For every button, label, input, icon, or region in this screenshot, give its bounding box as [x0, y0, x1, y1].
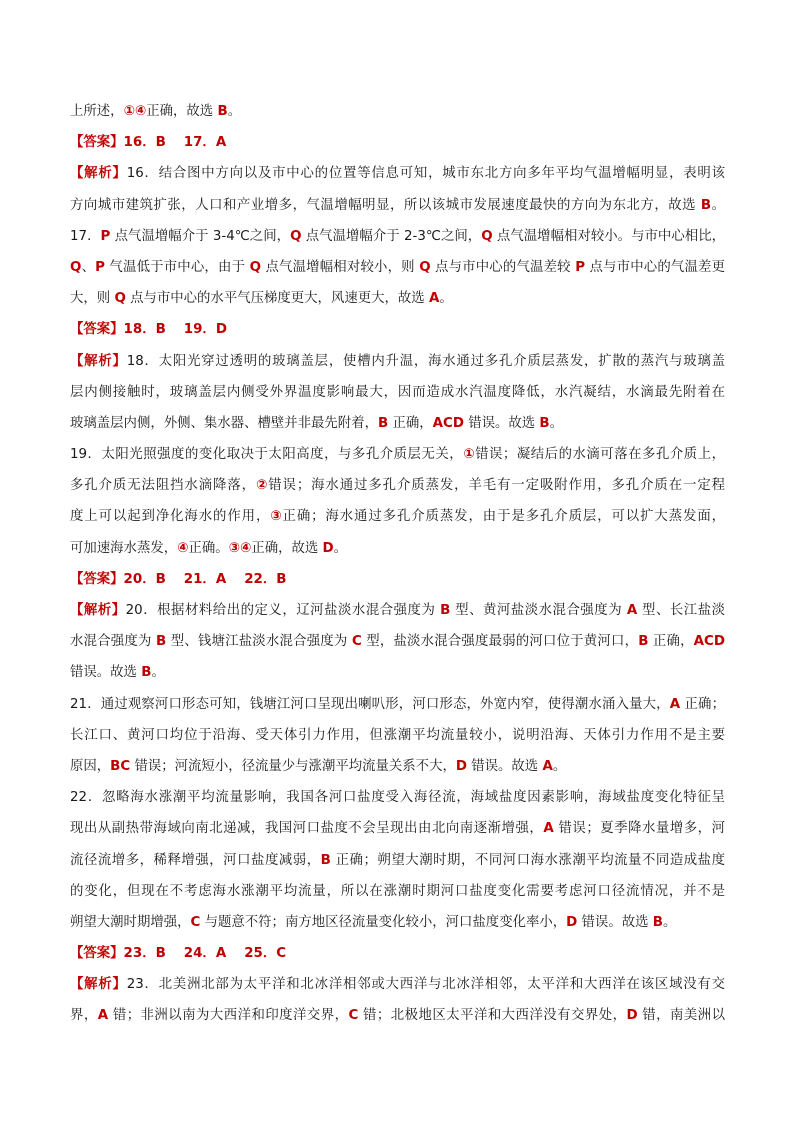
body-text: 正确；朔望大潮时期，不同河口海水涨潮平均流量不同造成盐度 [330, 852, 725, 868]
highlight-text: ①④ [123, 104, 147, 119]
text-line [70, 1000, 725, 1031]
highlight-text: A [626, 603, 638, 618]
body-text: 17． [70, 228, 101, 244]
text-line [70, 595, 725, 626]
highlight-text: ACD [693, 634, 725, 650]
highlight-text: ③ [270, 509, 283, 525]
highlight-text: B [141, 665, 152, 681]
highlight-text: B [156, 634, 167, 650]
highlight-text: C [190, 914, 201, 930]
highlight-text: P [100, 228, 111, 244]
highlight-text: C [348, 1008, 359, 1024]
body-text: 错，南美洲以 [637, 1008, 725, 1024]
body-text: 大，则 [70, 291, 115, 307]
body-text: 长江口、黄河口均位于沿海、受天体引力作用，但涨潮平均流量较小，说明沿海、天体引力作用不是主要 [70, 727, 725, 743]
text-line [70, 938, 725, 969]
highlight-text: 21．A [183, 571, 227, 587]
highlight-text: 【解析】 [70, 603, 126, 618]
body-text: 水混合强度为 [70, 634, 157, 650]
highlight-text: ④ [177, 540, 189, 556]
body-text: 错误。故选 [466, 758, 543, 774]
highlight-text: D [322, 540, 334, 556]
body-text: 度上可以起到净化海水的作用， [70, 509, 271, 525]
text-line [70, 221, 725, 252]
highlight-text: B [638, 634, 649, 650]
body-text: 。 [439, 291, 453, 307]
body-text: 点与市中心的气温差更 [585, 259, 725, 275]
text-line [70, 96, 725, 127]
body-text: 点气温增幅介于 2-3℃之间， [301, 228, 482, 244]
body-text: 16．结合图中方向以及市中心的位置等信息可知，城市东北方向多年平均气温增幅明显，表明该 [126, 166, 725, 182]
body-text: 错误；夏季降水量增多，河 [553, 821, 725, 837]
highlight-text: B [217, 104, 228, 119]
text-line [70, 439, 725, 470]
highlight-text: 【答案】16．B [70, 135, 166, 151]
highlight-text: A [669, 696, 681, 712]
highlight-text: D [455, 758, 467, 774]
highlight-text: 【解析】 [70, 166, 127, 182]
body-text: 正确， [648, 634, 694, 650]
body-text: 、 [81, 259, 96, 275]
highlight-text: B [652, 914, 663, 930]
body-text: 气温低于市中心，由于 [104, 259, 250, 275]
body-text: 。 [662, 914, 677, 930]
text-line [70, 907, 725, 938]
body-text: 错误；凝结后的水滴可落在多孔介质上， [475, 447, 725, 463]
text-line [70, 377, 725, 408]
body-text: 23．北美洲北部为太平洋和北冰洋相邻或大西洋与北冰洋相邻，太平洋和大西洋在该区域没有交 [126, 977, 725, 993]
body-text: 型，盐淡水混合强度最弱的河口位于黄河口， [361, 634, 639, 650]
body-text: 错；北极地区太平洋和大西洋没有交界处， [358, 1008, 627, 1024]
highlight-text: D [566, 914, 578, 930]
body-text: 型、钱塘江盐淡水混合强度为 [166, 634, 352, 650]
highlight-text: ① [463, 447, 476, 463]
text-line [70, 190, 725, 221]
body-text: 。 [711, 197, 725, 213]
body-text: 可加速海水蒸发， [70, 540, 178, 556]
body-text: 型、长江盐淡 [637, 603, 725, 618]
text-line [70, 626, 725, 657]
body-text: 流径流增多，稀释增强，河口盐度减弱， [70, 852, 321, 868]
text-line [70, 782, 725, 813]
body-text: 21．通过观察河口形态可知，钱塘江河口呈现出喇叭形，河口形态，外宽内窄，使得潮水涌入量大， [70, 696, 670, 712]
text-line [70, 127, 725, 158]
text-line [70, 470, 725, 501]
highlight-text: 24．A [183, 946, 227, 962]
text-line [70, 158, 725, 189]
text-line [70, 845, 725, 876]
text-line [70, 314, 725, 345]
body-text: 。 [227, 104, 242, 119]
highlight-text: A [543, 821, 554, 837]
body-text: 现出从副热带海域向南北递减，我国河口盐度不会呈现出由北向南逐渐增强， [70, 821, 544, 837]
highlight-text: 22．B [244, 571, 287, 587]
text-line [70, 283, 725, 314]
body-text: 错误。故选 [577, 914, 653, 930]
text-line [70, 346, 725, 377]
highlight-text: ③④ [228, 540, 252, 556]
highlight-text: B [539, 415, 550, 431]
body-text: 层内侧接触时，玻璃盖层内侧受外界温度影响最大，因而造成水汽温度降低，水汽凝结，水滴最先附着在 [70, 384, 725, 400]
body-text: 原因， [70, 758, 111, 774]
body-text: 正确； [680, 696, 725, 712]
answer-explanation-page [70, 96, 725, 1032]
highlight-text: Q [481, 228, 493, 244]
text-line [70, 813, 725, 844]
text-line [70, 533, 725, 564]
highlight-text: A [542, 758, 553, 774]
highlight-text: BC [110, 758, 131, 774]
body-text: 错；非洲以南为大西洋和印度洋交界， [108, 1008, 349, 1024]
body-text: 型、黄河盐淡水混合强度为 [450, 603, 627, 618]
body-text: 点气温增幅介于 3-4℃之间， [110, 228, 291, 244]
text-line [70, 408, 725, 439]
highlight-text: 【解析】 [70, 977, 127, 993]
body-text: 与题意不符；南方地区径流量变化较小，河口盐度变化率小， [200, 914, 567, 930]
text-line [70, 969, 725, 1000]
highlight-text: Q [114, 291, 126, 307]
body-text: 正确， [388, 415, 433, 431]
body-text: 错误。故选 [70, 665, 142, 681]
highlight-text: A [97, 1008, 109, 1024]
body-text: 正确，故选 [146, 104, 218, 119]
highlight-text: C [351, 634, 362, 650]
highlight-text: B [377, 415, 389, 431]
text-line [70, 564, 725, 595]
body-text: 正确。 [188, 540, 229, 556]
body-text: 正确，故选 [251, 540, 323, 556]
highlight-text: A [428, 291, 440, 307]
highlight-text: 19．D [183, 322, 227, 338]
highlight-text: 【解析】 [70, 353, 127, 369]
highlight-text: P [575, 259, 586, 275]
body-text: 错误；海水通过多孔介质蒸发，羊毛有一定吸附作用，多孔介质在一定程 [268, 478, 725, 494]
text-line [70, 720, 725, 751]
highlight-text: 【答案】23．B [70, 946, 166, 962]
body-text: 多孔介质无法阻挡水滴降落， [70, 478, 256, 494]
text-line [70, 252, 725, 283]
text-line [70, 657, 725, 688]
text-line [70, 876, 725, 907]
highlight-text: ACD [432, 415, 464, 431]
body-text: 点与市中心的水平气压梯度更大，风速更大，故选 [125, 291, 429, 307]
highlight-text: B [320, 852, 331, 868]
body-text: 方向城市建筑扩张，人口和产业增多，气温增幅明显，所以该城市发展速度最快的方向为东北方，故选 [70, 197, 701, 213]
body-text: 的变化，但现在不考虑海水涨潮平均流量，所以在涨潮时期河口盐度变化需要考虑河口径流情况，并不是 [70, 883, 725, 899]
body-text: 。 [333, 540, 348, 556]
body-text: 朔望大潮时期增强， [70, 914, 191, 930]
body-text: 点气温增幅相对较小，则 [261, 259, 420, 275]
body-text: 错误。故选 [463, 415, 540, 431]
highlight-text: B [440, 603, 451, 618]
highlight-text: 【答案】18．B [70, 322, 166, 338]
body-text: 19．太阳光照强度的变化取决于太阳高度，与多孔介质层无关， [70, 447, 464, 463]
highlight-text: ② [255, 478, 269, 494]
body-text: 。 [151, 665, 165, 681]
text-line [70, 689, 725, 720]
body-text: 。 [549, 415, 564, 431]
body-text: 错误；河流短小，径流量少与涨潮平均流量关系不大， [130, 758, 456, 774]
text-line [70, 501, 725, 532]
body-text: 界， [70, 1008, 98, 1024]
highlight-text: P [95, 259, 105, 275]
body-text: 正确；海水通过多孔介质蒸发，由于是多孔介质层，可以扩大蒸发面， [282, 509, 725, 525]
body-text: 上所述， [70, 104, 124, 119]
text-line [70, 751, 725, 782]
body-text: 点气温增幅相对较小。与市中心相比， [492, 228, 725, 244]
body-text: 18．太阳光穿过透明的玻璃盖层，使槽内升温，海水通过多孔介质层蒸发，扩散的蒸汽与玻璃盖 [126, 353, 725, 369]
highlight-text: Q [290, 228, 302, 244]
highlight-text: Q [249, 259, 261, 275]
highlight-text: D [626, 1008, 638, 1024]
body-text: 点与市中心的气温差较 [430, 259, 576, 275]
body-text: 玻璃盖层内侧，外侧、集水器、槽壁并非最先附着， [70, 415, 378, 431]
highlight-text: 17．A [183, 135, 227, 151]
highlight-text: 【答案】20．B [70, 571, 166, 587]
body-text: 20．根据材料给出的定义，辽河盐淡水混合强度为 [125, 603, 441, 618]
highlight-text: B [700, 197, 712, 213]
body-text: 22．忽略海水涨潮平均流量影响，我国各河口盐度受入海径流，海域盐度因素影响，海域盐度变化特征呈 [70, 790, 725, 806]
highlight-text: Q [419, 259, 431, 275]
body-text: 。 [552, 758, 567, 774]
highlight-text: 25．C [244, 946, 287, 962]
highlight-text: Q [70, 259, 82, 275]
